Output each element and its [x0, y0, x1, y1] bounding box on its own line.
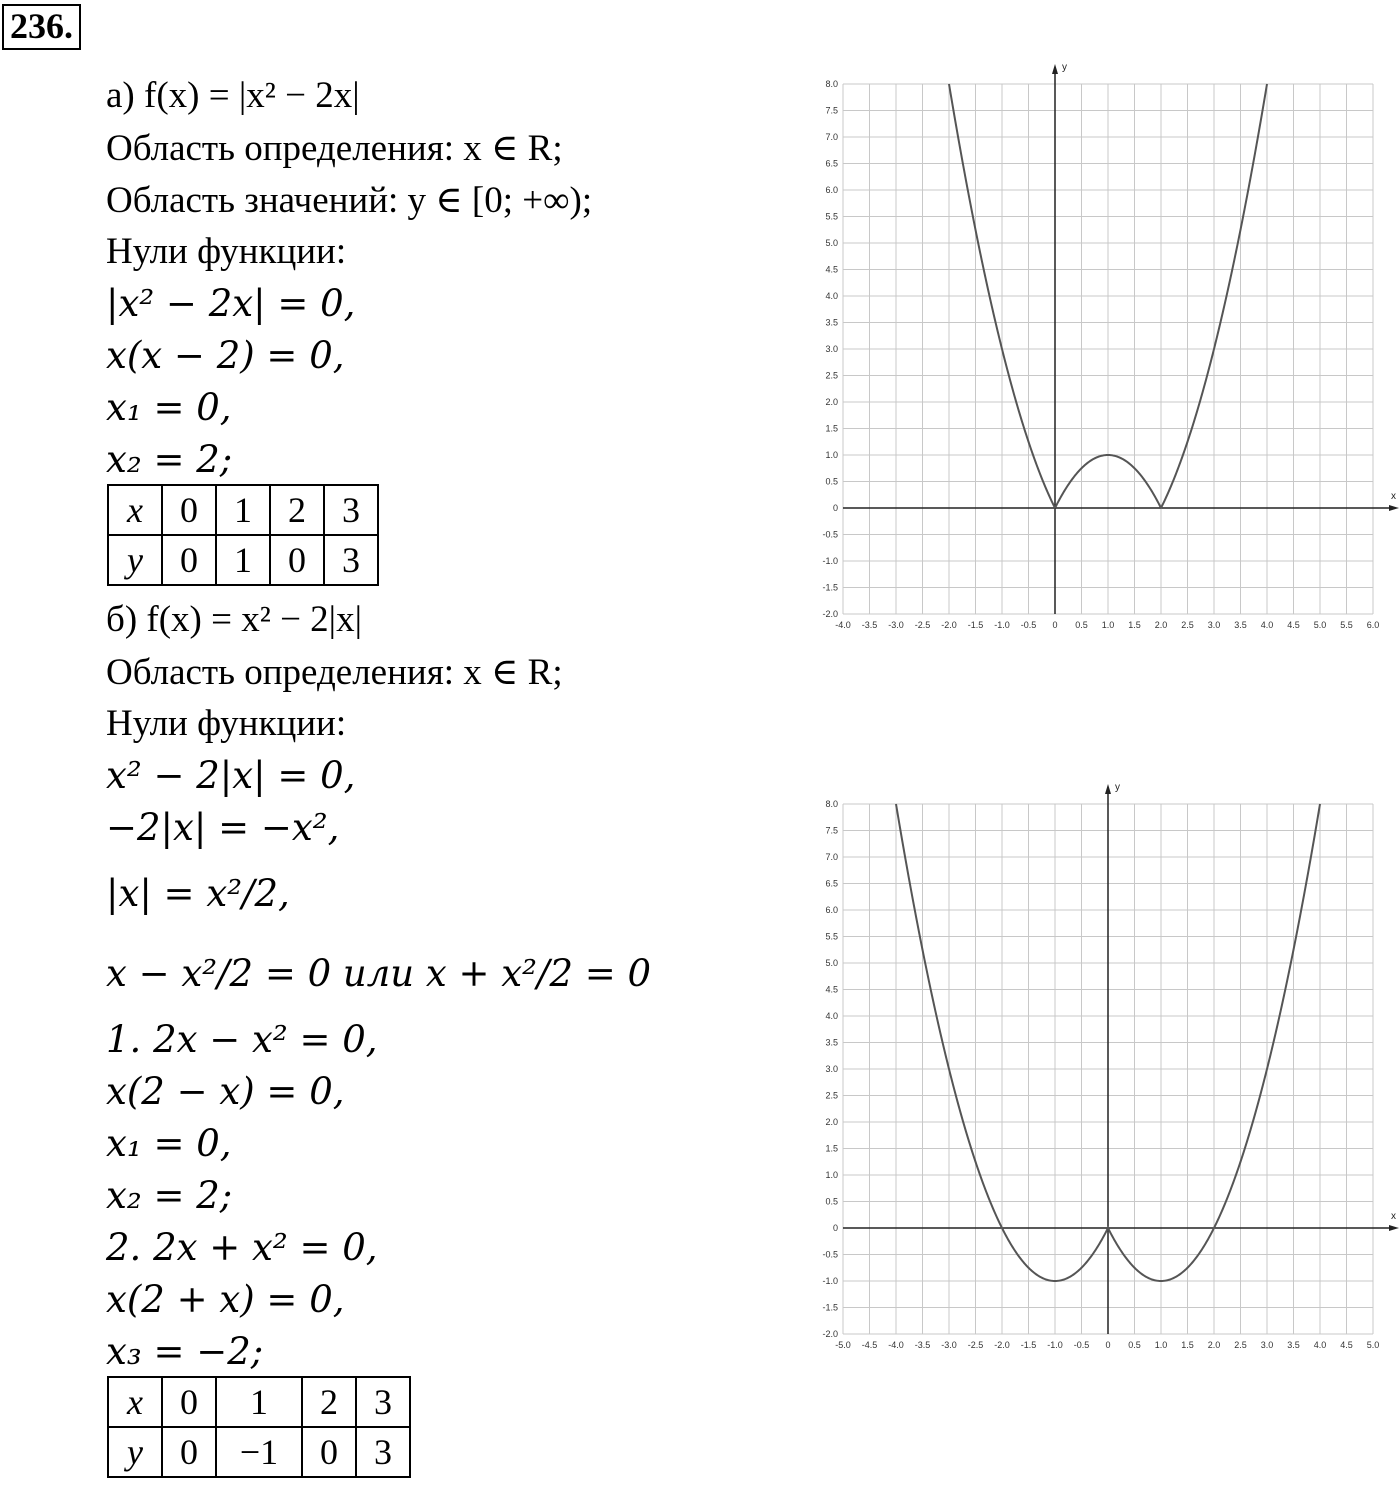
- y-tick-label: -2.0: [822, 609, 838, 619]
- x-tick-label: -4.5: [861, 1340, 878, 1350]
- part-b-step-2: −2|x| = −x²,: [106, 806, 340, 849]
- x-tick-label: 4.0: [1260, 620, 1274, 630]
- x-tick-label: -2.0: [941, 620, 957, 630]
- y-axis-label: y: [1115, 782, 1120, 793]
- y-tick-label: 3.0: [825, 1064, 838, 1074]
- problem-number: 236.: [2, 4, 81, 50]
- y-tick-label: -0.5: [822, 1249, 838, 1260]
- y-tick-label: 4.0: [825, 291, 838, 301]
- x-tick-label: -1.0: [1047, 1340, 1063, 1350]
- y-tick-label: 4.0: [825, 1011, 838, 1021]
- y-tick-label: 3.5: [825, 317, 838, 328]
- part-a-step-2: x(x − 2) = 0,: [106, 334, 345, 377]
- x-tick-label: -4.0: [835, 620, 851, 630]
- x-tick-label: 2.5: [1181, 620, 1194, 630]
- table-cell: 1: [216, 535, 270, 585]
- part-b-case-1-factor: x(2 − x) = 0,: [106, 1070, 345, 1113]
- table-cell: 0: [302, 1427, 356, 1477]
- part-a-value-table: [107, 484, 379, 586]
- part-b-step-4: x − x²/2 = 0 или x + x²/2 = 0: [106, 952, 652, 995]
- part-a-step-1: |x² − 2x| = 0,: [106, 282, 356, 325]
- part-a-root-2: x₂ = 2;: [106, 438, 233, 481]
- x-tick-label: -0.5: [1020, 620, 1037, 630]
- x-tick-label: 4.0: [1313, 1340, 1327, 1350]
- y-tick-label: 4.5: [825, 264, 838, 275]
- part-b-root-2: x₂ = 2;: [106, 1174, 233, 1217]
- table-cell: x: [108, 485, 162, 535]
- x-tick-label: 3.5: [1287, 1340, 1300, 1350]
- y-tick-label: 8.0: [825, 799, 838, 809]
- x-tick-label: 1.5: [1181, 1340, 1194, 1350]
- y-tick-label: 8.0: [825, 79, 838, 89]
- x-tick-label: -3.5: [861, 620, 878, 630]
- part-b-case-1: 1. 2x − x² = 0,: [106, 1018, 378, 1061]
- x-tick-label: 5.5: [1340, 620, 1353, 630]
- part-a-zeros-heading: Нули функции:: [106, 231, 347, 272]
- table-row: [108, 1377, 410, 1427]
- x-tick-label: -4.0: [888, 1340, 904, 1350]
- table-cell: y: [108, 1427, 162, 1477]
- x-axis-label: x: [1391, 1211, 1396, 1222]
- x-tick-label: -3.5: [914, 1340, 931, 1350]
- y-tick-label: 0.5: [825, 476, 838, 487]
- part-b-case-2-factor: x(2 + x) = 0,: [106, 1278, 345, 1321]
- x-tick-label: -1.5: [967, 620, 984, 630]
- y-tick-label: -0.5: [822, 529, 838, 540]
- y-tick-label: 5.5: [825, 211, 838, 222]
- x-tick-label: 3.5: [1234, 620, 1247, 630]
- part-a-range: Область значений: y ∈ [0; +∞);: [106, 180, 593, 221]
- x-axis-label: x: [1391, 491, 1396, 502]
- x-tick-label: -2.5: [967, 1340, 984, 1350]
- table-cell: 3: [356, 1427, 410, 1477]
- graph-part-a: [800, 58, 1400, 638]
- table-cell: 0: [162, 1427, 216, 1477]
- table-row: [108, 1427, 410, 1477]
- x-tick-label: 1.0: [1101, 620, 1115, 630]
- x-tick-label: 6.0: [1366, 620, 1380, 630]
- x-axis-arrow: [1389, 505, 1399, 511]
- y-tick-label: 5.5: [825, 931, 838, 942]
- y-tick-label: 7.0: [825, 132, 838, 142]
- y-tick-label: 7.0: [825, 852, 838, 862]
- y-tick-label: 0.5: [825, 1196, 838, 1207]
- table-cell: 3: [356, 1377, 410, 1427]
- table-cell: 0: [162, 485, 216, 535]
- part-a-domain: Область определения: x ∈ R;: [106, 128, 563, 169]
- y-tick-label: 6.0: [825, 905, 838, 915]
- table-cell: 0: [270, 535, 324, 585]
- table-cell: 2: [270, 485, 324, 535]
- x-tick-label: -5.0: [835, 1340, 851, 1350]
- y-axis-arrow: [1105, 784, 1111, 794]
- x-tick-label: 0.5: [1128, 1340, 1141, 1350]
- x-tick-label: 5.0: [1366, 1340, 1380, 1350]
- x-tick-label: 1.0: [1154, 1340, 1168, 1350]
- y-tick-label: 2.5: [825, 370, 838, 381]
- y-tick-label: 0: [832, 1223, 838, 1233]
- part-b-zeros-heading: Нули функции:: [106, 703, 347, 744]
- part-b-value-table: [107, 1376, 411, 1478]
- x-tick-label: 1.5: [1128, 620, 1141, 630]
- part-b-step-3: |x| = x²/2,: [106, 872, 290, 915]
- table-cell: y: [108, 535, 162, 585]
- y-tick-label: 2.0: [825, 397, 838, 407]
- part-a-function: а) f(x) = |x² − 2x|: [106, 75, 360, 116]
- x-tick-label: -3.0: [941, 1340, 957, 1350]
- y-tick-label: 7.5: [825, 825, 838, 836]
- y-tick-label: 1.5: [825, 423, 838, 434]
- table-cell: x: [108, 1377, 162, 1427]
- y-tick-label: 4.5: [825, 984, 838, 995]
- y-tick-label: 3.0: [825, 344, 838, 354]
- y-tick-label: 2.5: [825, 1090, 838, 1101]
- x-tick-label: 2.5: [1234, 1340, 1247, 1350]
- y-tick-label: 6.5: [825, 158, 838, 169]
- table-cell: 1: [216, 485, 270, 535]
- x-axis-arrow: [1389, 1225, 1399, 1231]
- x-tick-label: 0.5: [1075, 620, 1088, 630]
- x-tick-label: -1.0: [994, 620, 1010, 630]
- x-tick-label: 2.0: [1207, 1340, 1221, 1350]
- x-tick-label: 4.5: [1287, 620, 1300, 630]
- x-tick-label: -0.5: [1073, 1340, 1090, 1350]
- x-tick-label: 3.0: [1260, 1340, 1274, 1350]
- y-tick-label: -1.0: [822, 1276, 838, 1286]
- graph-part-b: [800, 778, 1400, 1358]
- x-tick-label: -3.0: [888, 620, 904, 630]
- y-tick-label: 1.0: [825, 450, 838, 460]
- x-tick-label: 2.0: [1154, 620, 1168, 630]
- y-tick-label: 5.0: [825, 238, 838, 248]
- y-tick-label: 2.0: [825, 1117, 838, 1127]
- y-tick-label: 6.0: [825, 185, 838, 195]
- y-tick-label: 3.5: [825, 1037, 838, 1048]
- table-cell: 3: [324, 485, 378, 535]
- part-b-root-1: x₁ = 0,: [106, 1122, 232, 1165]
- x-tick-label: -2.5: [914, 620, 931, 630]
- x-tick-label: -2.0: [994, 1340, 1010, 1350]
- y-tick-label: 5.0: [825, 958, 838, 968]
- table-row: [108, 535, 378, 585]
- x-tick-label: 5.0: [1313, 620, 1327, 630]
- y-tick-label: 6.5: [825, 878, 838, 889]
- y-axis-label: y: [1062, 62, 1067, 73]
- table-cell: 3: [324, 535, 378, 585]
- x-tick-label: 3.0: [1207, 620, 1221, 630]
- y-tick-label: -2.0: [822, 1329, 838, 1339]
- table-cell: 1: [216, 1377, 302, 1427]
- y-tick-label: -1.0: [822, 556, 838, 566]
- part-b-domain: Область определения: x ∈ R;: [106, 652, 563, 693]
- part-b-step-1: x² − 2|x| = 0,: [106, 754, 356, 797]
- y-tick-label: 0: [832, 503, 838, 513]
- x-tick-label: 0: [1105, 1340, 1111, 1350]
- part-b-function: б) f(x) = x² − 2|x|: [106, 599, 363, 640]
- table-cell: 0: [162, 1377, 216, 1427]
- y-tick-label: 1.5: [825, 1143, 838, 1154]
- x-tick-label: 4.5: [1340, 1340, 1353, 1350]
- table-cell: 0: [162, 535, 216, 585]
- table-row: [108, 485, 378, 535]
- y-tick-label: -1.5: [822, 1302, 838, 1313]
- y-tick-label: 1.0: [825, 1170, 838, 1180]
- part-b-root-3: x₃ = −2;: [106, 1330, 264, 1373]
- x-tick-label: -1.5: [1020, 1340, 1037, 1350]
- y-axis-arrow: [1052, 64, 1058, 74]
- y-tick-label: -1.5: [822, 582, 838, 593]
- table-cell: −1: [216, 1427, 302, 1477]
- y-tick-label: 7.5: [825, 105, 838, 116]
- part-b-case-2: 2. 2x + x² = 0,: [106, 1226, 378, 1269]
- table-cell: 2: [302, 1377, 356, 1427]
- part-a-root-1: x₁ = 0,: [106, 386, 232, 429]
- x-tick-label: 0: [1052, 620, 1058, 630]
